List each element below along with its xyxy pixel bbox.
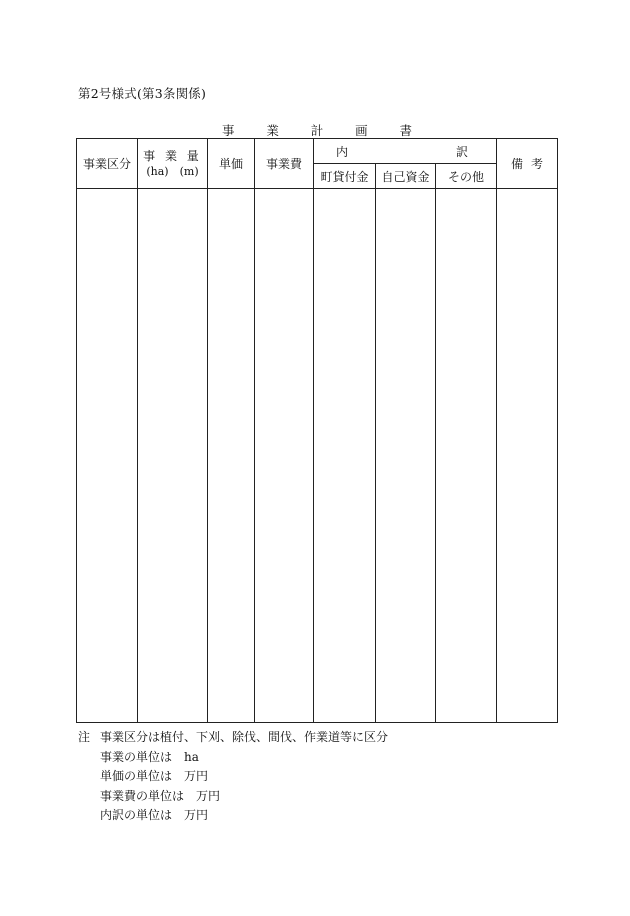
header-remarks-right: 考 — [531, 157, 544, 171]
cell-own-funds — [376, 189, 436, 723]
title-char: 書 — [399, 123, 412, 138]
header-category: 事業区分 — [77, 139, 138, 189]
header-project-cost: 事業費 — [255, 139, 314, 189]
cell-town-grant — [314, 189, 376, 723]
table-row — [77, 189, 558, 723]
note-unit-label: 事業の単位は — [100, 749, 173, 764]
note-unit-value: 万円 — [196, 788, 221, 803]
note-unit-value: 万円 — [184, 769, 209, 783]
note-unit-label: 単価の単位は — [100, 769, 173, 783]
note-text: 事業区分は植付、下刈、除伐、間伐、作業道等に区分 — [100, 730, 389, 744]
header-breakdown-right: 訳 — [456, 144, 469, 159]
project-plan-table — [76, 138, 558, 723]
note-unit-line — [78, 767, 388, 787]
header-own-funds: 自己資金 — [376, 164, 436, 189]
note-unit-value: ha — [184, 749, 199, 764]
note-unit-label: 事業費の単位は — [100, 788, 185, 803]
header-remarks-left: 備 — [511, 157, 524, 171]
header-quantity-units: (ha) (m) — [146, 164, 199, 178]
cell-project-cost — [255, 189, 314, 723]
header-unit-price: 単価 — [208, 139, 255, 189]
cell-quantity — [138, 189, 208, 723]
title-char: 計 — [310, 123, 324, 138]
cell-remarks — [497, 189, 558, 723]
title-char: 業 — [266, 123, 279, 138]
header-other: その他 — [436, 164, 497, 189]
header-breakdown — [314, 139, 497, 164]
title-char: 事 — [222, 123, 235, 138]
note-mark: 注 — [78, 730, 91, 744]
header-quantity — [138, 139, 208, 189]
note-unit-line — [78, 806, 388, 826]
cell-category — [77, 189, 138, 723]
note-first-line — [78, 728, 388, 748]
notes — [78, 728, 388, 826]
document-title — [222, 121, 412, 139]
header-quantity-label: 事 業 量 — [143, 148, 202, 163]
header-remarks — [497, 139, 558, 189]
cell-other — [436, 189, 497, 723]
cell-unit-price — [208, 189, 255, 723]
note-unit-line — [78, 787, 388, 807]
header-town-grant: 町貸付金 — [314, 164, 376, 189]
note-unit-label: 内訳の単位は — [100, 808, 173, 822]
note-unit-line — [78, 748, 388, 768]
header-breakdown-left: 内 — [336, 144, 349, 159]
title-char: 画 — [355, 123, 368, 138]
note-unit-value: 万円 — [184, 808, 209, 822]
form-number: 第2号様式(第3条関係) — [78, 86, 207, 101]
